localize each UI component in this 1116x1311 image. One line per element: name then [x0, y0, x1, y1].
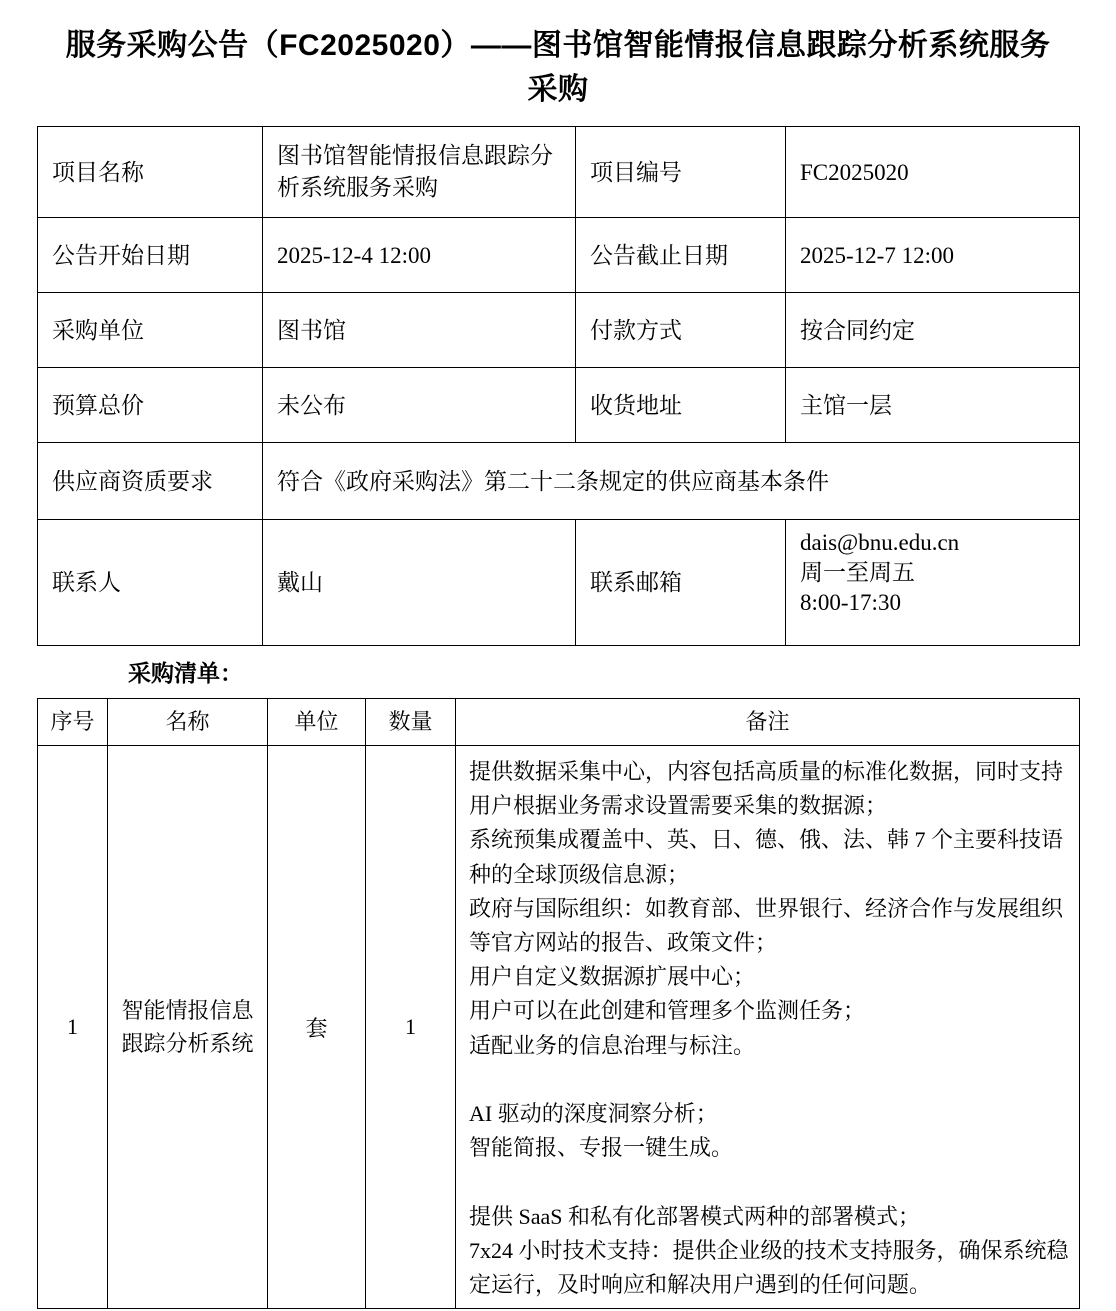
column-header-qty: 数量	[366, 699, 456, 746]
column-header-unit: 单位	[268, 699, 366, 746]
project-name-value: 图书馆智能情报信息跟踪分析系统服务采购	[263, 127, 576, 218]
end-date-value: 2025-12-7 12:00	[786, 218, 1080, 293]
item-unit: 套	[268, 746, 366, 1309]
budget-label: 预算总价	[38, 368, 263, 443]
project-info-table	[37, 126, 1080, 646]
project-number-label: 项目编号	[576, 127, 786, 218]
procurement-items-table-wrapper	[37, 698, 1079, 1309]
supplier-qualification-label: 供应商资质要求	[38, 443, 263, 520]
supplier-qualification-value: 符合《政府采购法》第二十二条规定的供应商基本条件	[263, 443, 1080, 520]
purchasing-unit-value: 图书馆	[263, 293, 576, 368]
payment-method-label: 付款方式	[576, 293, 786, 368]
table-row	[38, 443, 1080, 520]
start-date-label: 公告开始日期	[38, 218, 263, 293]
contact-person-label: 联系人	[38, 520, 263, 646]
item-remark: 提供数据采集中心，内容包括高质量的标准化数据，同时支持用户根据业务需求设置需要采集的数据源； 系统预集成覆盖中、英、日、德、俄、法、韩 7 个主要科技语种的全球顶级信息源； 政府与国际组织：如教育部、世界银行、经济合作与发展组织等官方网站的报告、政策文件； 用户自定义数据源扩展中心； 用户可以在此创建和管理多个监测任务； 适配业务的信息治理与标注。 AI 驱动的深度洞察分析； 智能简报、专报一键生成。 提供 SaaS 和私有化部署模式两种的部署模式； 7x24 小时技术支持：提供企业级的技术支持服务，确保系统稳定运行，及时响应和解决用户遇到的任何问题。	[456, 746, 1080, 1309]
table-row	[38, 520, 1080, 646]
table-row	[38, 293, 1080, 368]
delivery-address-label: 收货地址	[576, 368, 786, 443]
table-row	[38, 368, 1080, 443]
table-header-row	[38, 699, 1080, 746]
delivery-address-value: 主馆一层	[786, 368, 1080, 443]
column-header-remark: 备注	[456, 699, 1080, 746]
item-qty: 1	[366, 746, 456, 1309]
purchasing-unit-label: 采购单位	[38, 293, 263, 368]
contact-person-value: 戴山	[263, 520, 576, 646]
contact-email-value: dais@bnu.edu.cn 周一至周五 8:00-17:30	[786, 520, 1080, 646]
start-date-value: 2025-12-4 12:00	[263, 218, 576, 293]
table-row	[38, 746, 1080, 1309]
column-header-seq: 序号	[38, 699, 108, 746]
end-date-label: 公告截止日期	[576, 218, 786, 293]
page-title: 服务采购公告（FC2025020）——图书馆智能情报信息跟踪分析系统服务采购	[65, 29, 1051, 106]
item-name: 智能情报信息跟踪分析系统	[108, 746, 268, 1309]
procurement-list-caption: 采购清单：	[128, 660, 243, 686]
project-name-label: 项目名称	[38, 127, 263, 218]
item-seq: 1	[38, 746, 108, 1309]
procurement-items-table	[37, 698, 1080, 1309]
budget-value: 未公布	[263, 368, 576, 443]
project-number-value: FC2025020	[786, 127, 1080, 218]
project-info-table-wrapper	[37, 126, 1079, 646]
table-row	[38, 127, 1080, 218]
contact-email-label: 联系邮箱	[576, 520, 786, 646]
column-header-name: 名称	[108, 699, 268, 746]
payment-method-value: 按合同约定	[786, 293, 1080, 368]
table-row	[38, 218, 1080, 293]
